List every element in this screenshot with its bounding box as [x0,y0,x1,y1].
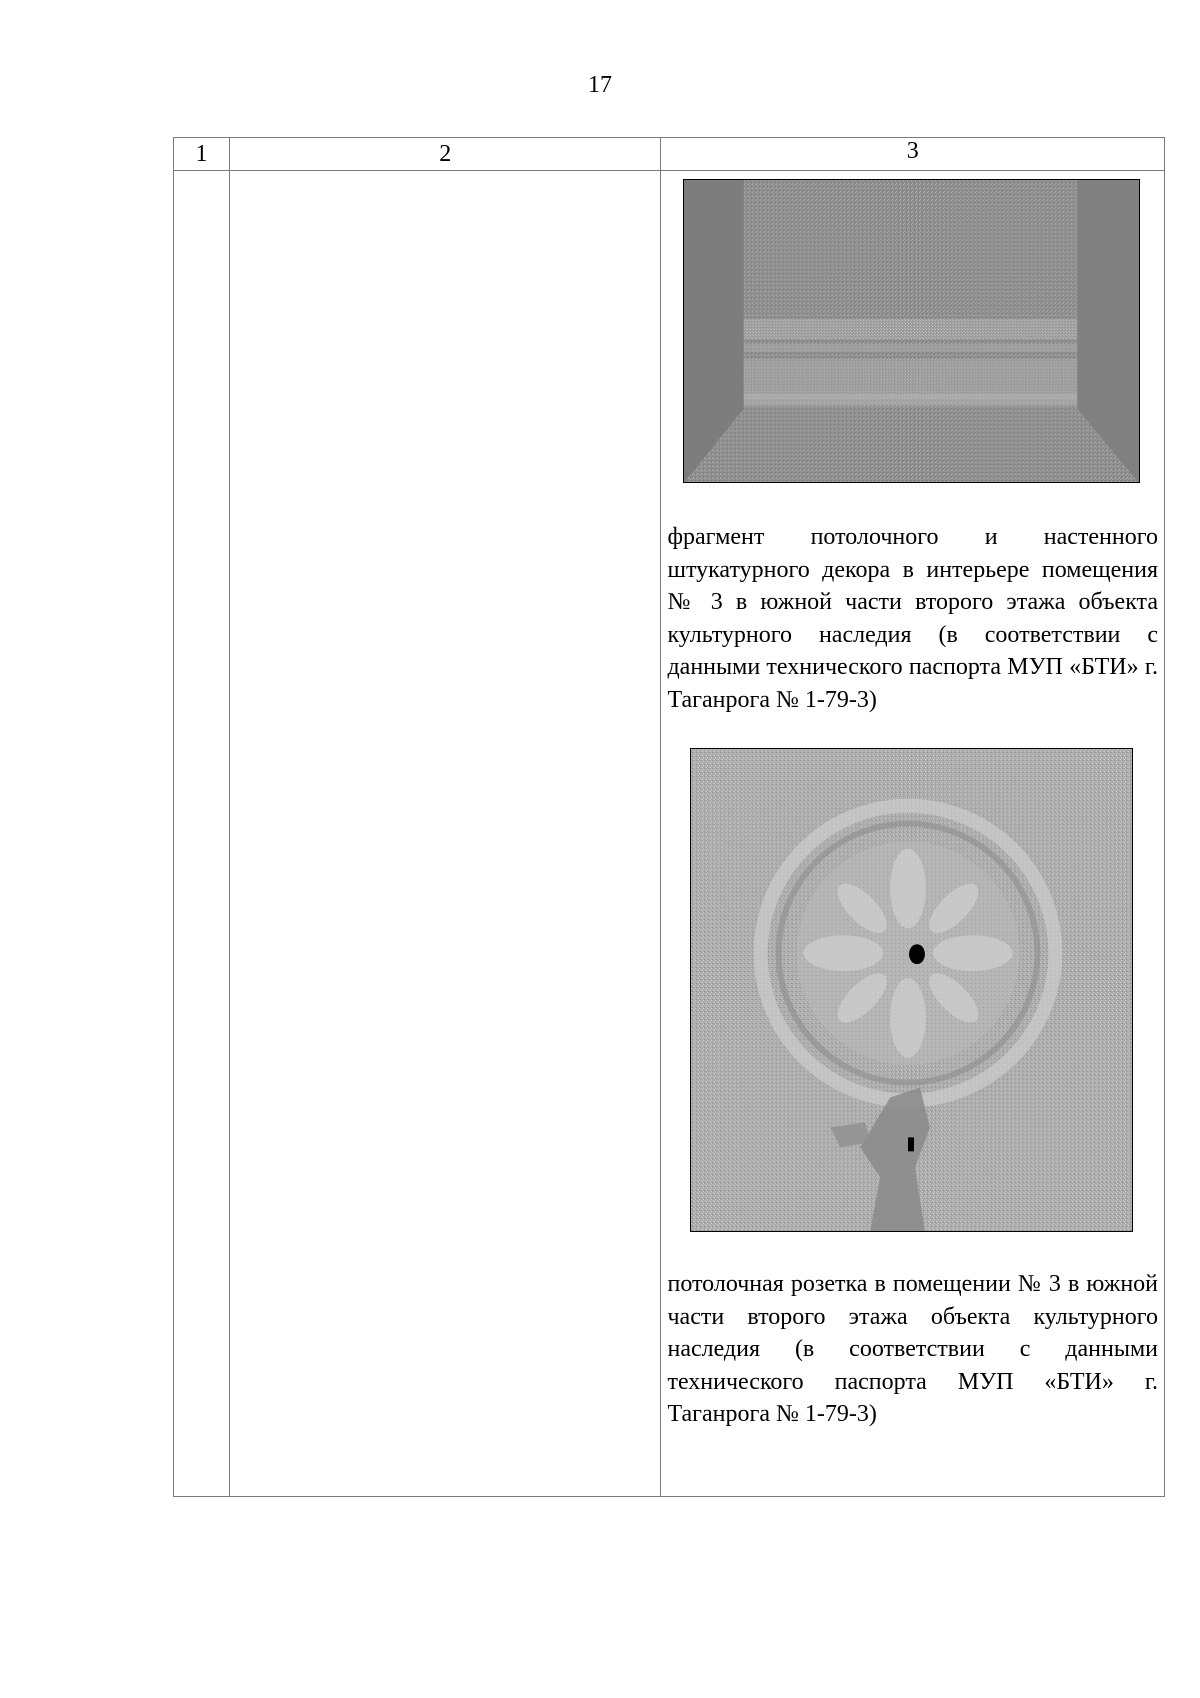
table-cell-col3 [661,171,1165,1497]
table-header-col2: 2 [230,138,661,171]
ceiling-rosette-photo [690,748,1133,1232]
table-cell-col1 [174,171,230,1497]
photo-1-caption: фрагмент потолочного и настенного штукатурного декора в интерьере помещения № 3 в южной части второго этажа объекта культурного наследия (в соответствии с данными технического паспорта МУП «БТИ» г. Таганрога № 1-79-3) [667,524,1158,713]
table-cell-col2 [230,171,661,1497]
table-header-col1: 1 [174,138,230,171]
table-row [174,171,1165,1497]
photo-2-caption: потолочная розетка в помещении № 3 в южной части второго этажа объекта культурного наследия (в соответствии с данными технического паспорта МУП «БТИ» г. Таганрога № 1-79-3) [667,1271,1158,1427]
document-table [173,137,1165,1497]
table-header-col3: 3 [661,138,1165,171]
page-number: 17 [588,72,612,98]
ceiling-wall-decor-photo [683,179,1140,483]
table-header-row [174,138,1165,171]
